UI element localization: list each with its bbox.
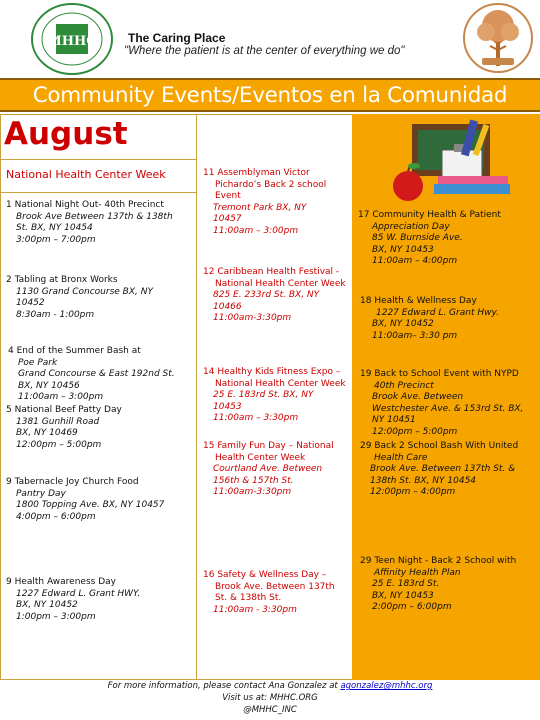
event-title: 29 Back 2 School Bash With United	[360, 441, 519, 451]
event-detail: 1381 Gunhill Road	[16, 416, 100, 427]
footer-email-link[interactable]: agonzalez@mhhc.org	[340, 681, 433, 691]
event-aug-29-united	[360, 441, 538, 499]
event-detail: 11:00am – 3:00pm	[213, 225, 299, 236]
event-detail: 10452	[16, 298, 45, 308]
event-detail: Brook Ave. Between 137th St. &	[370, 464, 516, 474]
event-detail: Pantry Day	[16, 488, 66, 499]
event-aug-1	[6, 200, 196, 246]
event-title: 14 Healthy Kids Fitness Expo – National Health Center Week	[203, 367, 346, 389]
event-detail: Westchester Ave. & 153rd St. BX,	[372, 403, 524, 414]
footer-contact	[60, 680, 480, 692]
event-detail: 11:00am – 4:00pm	[372, 256, 458, 266]
event-aug-9-health-awareness	[6, 577, 196, 623]
event-aug-18	[360, 296, 538, 342]
event-detail: 11:00am – 3:00pm	[18, 392, 104, 402]
event-detail: 1800 Topping Ave. BX, NY 10457	[16, 500, 165, 510]
event-title: 11 Assemblyman Victor Pichardo’s Back 2 school Event	[203, 168, 327, 201]
event-detail: Affinity Health Plan	[374, 567, 461, 578]
event-aug-19	[360, 369, 538, 438]
event-detail: NY 10451	[372, 415, 416, 425]
event-aug-11	[203, 168, 349, 237]
event-detail: 1227 Edward L. Grant Hwy.	[376, 307, 499, 318]
event-detail: 156th & 157th St.	[213, 475, 294, 486]
event-detail: 11:00am-3:30pm	[213, 313, 292, 323]
event-title: 29 Teen Night - Back 2 School with	[360, 556, 517, 566]
footer-visit: Visit us at: MHHC.ORG	[222, 693, 318, 703]
event-detail: Poe Park	[18, 357, 58, 368]
event-title: 9 Tabernacle Joy Church Food	[6, 477, 139, 487]
event-detail: 11:00am – 3:30pm	[213, 413, 299, 423]
event-detail: 8:30am - 1:00pm	[16, 309, 95, 320]
footer	[60, 680, 480, 716]
event-detail: Health Care	[374, 452, 428, 463]
event-detail: BX, NY 10469	[16, 428, 78, 438]
event-aug-14	[203, 367, 349, 425]
event-detail: 10453	[213, 401, 242, 412]
event-detail: Grand Concourse & East 192nd St.	[18, 369, 175, 379]
event-detail: 138th St. BX, NY 10454	[370, 475, 477, 486]
event-detail: BX, NY 10452	[372, 319, 434, 329]
event-detail: 3:00pm – 7:00pm	[16, 234, 96, 245]
event-detail: 2:00pm – 6:00pm	[372, 602, 452, 612]
event-aug-17	[358, 210, 538, 268]
month-heading: August	[4, 116, 128, 152]
event-title: 17 Community Health & Patient	[358, 210, 501, 220]
event-title: 2 Tabling at Bronx Works	[6, 275, 118, 285]
tree-seal-icon	[462, 0, 534, 76]
event-detail: 12:00pm – 4:00pm	[370, 487, 456, 497]
event-detail: 25 E. 183rd St.	[372, 579, 440, 589]
event-detail: 11:00am - 3:30pm	[213, 604, 297, 615]
event-detail: Courtland Ave. Between	[213, 464, 323, 474]
banner-title: Community Events/Eventos en la Comunidad	[32, 83, 508, 108]
event-detail: 11:00am– 3:30 pm	[372, 330, 458, 341]
event-title: 9 Health Awareness Day	[6, 577, 116, 587]
event-title: 16 Safety & Wellness Day – Brook Ave. Between 137th St. & 138th St.	[203, 570, 335, 603]
event-aug-29-teen-night	[360, 556, 538, 614]
mhhc-logo-icon	[30, 2, 114, 76]
event-aug-16	[203, 570, 349, 616]
week-label: National Health Center Week	[6, 168, 166, 181]
event-title: 15 Family Fun Day – National Health Center Week	[203, 441, 334, 463]
logo-left-text: MHHC	[47, 34, 97, 49]
event-detail: Tremont Park BX, NY	[213, 202, 307, 213]
event-detail: 11:00am-3:30pm	[213, 487, 292, 497]
event-title: 12 Caribbean Health Festival - National Health Center Week	[203, 267, 346, 289]
event-detail: Brook Ave. Between	[372, 392, 464, 402]
event-detail: 1130 Grand Concourse BX, NY	[16, 286, 153, 297]
event-detail: 12:00pm – 5:00pm	[16, 439, 102, 450]
event-aug-2	[6, 275, 196, 321]
event-aug-9-food-pantry	[6, 477, 196, 523]
event-detail: 1:00pm – 3:00pm	[16, 611, 96, 622]
event-title: 5 National Beef Patty Day	[6, 405, 122, 415]
event-detail: Brook Ave Between 137th & 138th	[16, 211, 173, 222]
event-aug-5	[6, 405, 196, 451]
event-title: 1 National Night Out- 40th Precinct	[6, 200, 164, 210]
event-aug-15	[203, 441, 349, 499]
event-detail: 25 E. 183rd St. BX, NY	[213, 390, 314, 400]
footer-handle: @MHHC_INC	[243, 705, 297, 715]
org-tagline: "Where the patient is at the center of everything we do"	[124, 45, 405, 57]
event-detail: 1227 Edward L. Grant HWY.	[16, 588, 141, 599]
event-detail: 10466	[213, 301, 242, 312]
event-detail: 85 W. Burnside Ave.	[372, 233, 463, 243]
event-detail: St. BX, NY 10454	[16, 223, 93, 233]
event-detail: BX, NY 10456	[18, 380, 80, 391]
event-aug-12	[203, 267, 349, 325]
footer-contact-text: For more information, please contact Ana Gonzalez at	[107, 681, 338, 691]
event-detail: BX, NY 10453	[372, 590, 434, 601]
event-detail: Appreciation Day	[372, 221, 450, 232]
event-title: 19 Back to School Event with NYPD	[360, 369, 519, 379]
event-detail: 10457	[213, 214, 242, 224]
event-title: 18 Health & Wellness Day	[360, 296, 477, 306]
event-detail: BX, NY 10452	[16, 600, 78, 610]
title-banner	[0, 78, 540, 112]
org-title: The Caring Place	[128, 31, 226, 45]
event-aug-4	[8, 346, 196, 404]
event-title: 4 End of the Summer Bash at	[8, 346, 141, 356]
event-detail: BX, NY 10453	[372, 244, 434, 255]
school-supplies-apple-icon	[382, 116, 522, 206]
event-detail: 825 E. 233rd St. BX, NY	[213, 290, 320, 300]
event-detail: 40th Precinct	[374, 380, 434, 391]
event-detail: 12:00pm – 5:00pm	[372, 426, 458, 437]
event-detail: 4:00pm – 6:00pm	[16, 511, 96, 522]
